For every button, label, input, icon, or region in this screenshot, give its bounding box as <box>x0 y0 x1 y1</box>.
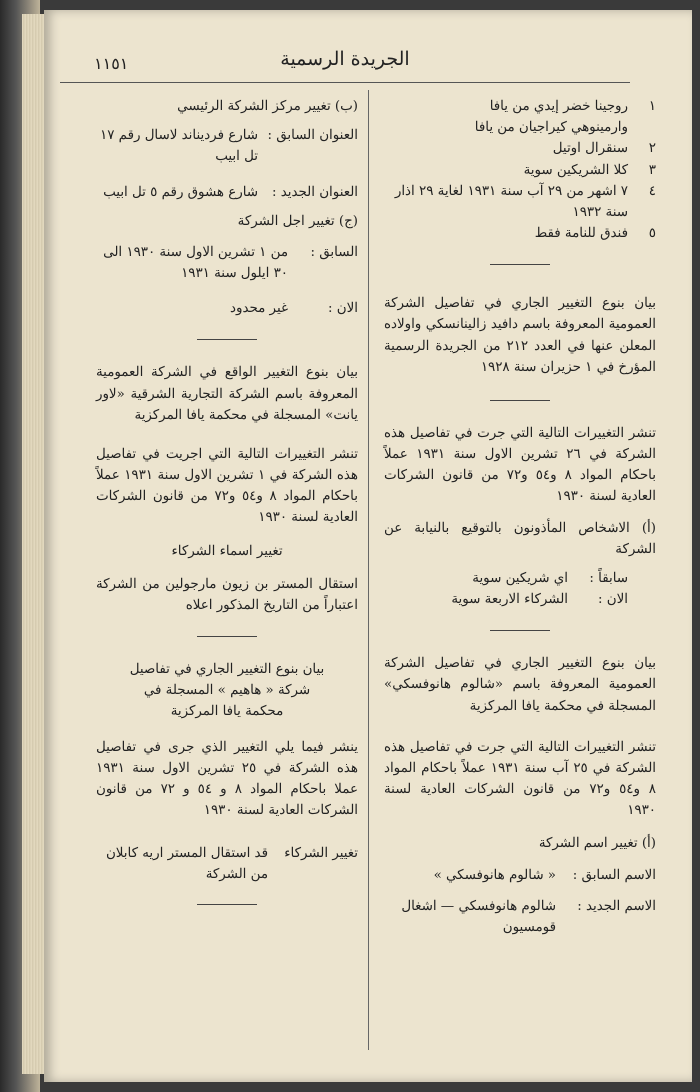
notice-body: تنشر التغييرات التالية التي جرت في تفاصيل هذه الشركة في ٢٥ آب سنة ١٩٣١ عملاً باحكام المواد ٨ و٥٤ و٧٢ من قانون الشركات العادية لسنة ١٩٣٠ <box>384 739 657 819</box>
separator-rule <box>490 630 550 631</box>
separator-rule <box>197 904 257 905</box>
field-value: من ١ تشرين الاول سنة ١٩٣٠ الى ٣٠ ايلول سنة ١٩٣١ <box>103 244 288 282</box>
notice-body: تنشر التغييرات التالية التي اجريت في تفاصيل هذه الشركة في ١ تشرين الاول سنة ١٩٣١ عملاً باحكام المواد ٨ و٥٤ و٧٢ من قانون الشركات العادية لسنة ١٩٣٠ <box>96 446 358 526</box>
left-column <box>96 96 358 905</box>
list-item <box>384 160 656 181</box>
section-heading: (ب) تغيير مركز الشركة الرئيسي <box>177 99 358 114</box>
field-row <box>384 568 656 589</box>
field-value: شارع هشوق رقم ٥ تل ابيب <box>103 184 258 200</box>
list-line: روجينا خضر إيدي من يافا <box>489 99 628 114</box>
right-column <box>384 96 656 938</box>
section-heading: تغيير اسماء الشركاء <box>171 543 283 559</box>
field-row <box>384 589 656 610</box>
list-item <box>384 181 656 223</box>
separator-rule <box>197 636 257 637</box>
field-label: العنوان الجديد : <box>271 184 358 200</box>
field-value: غير محدود <box>230 301 288 317</box>
field-label: تغيير الشركاء <box>284 846 358 862</box>
field-value: شارع فرديناند لاسال رقم ١٧ تل ابيب <box>100 128 258 165</box>
field-row <box>384 896 656 938</box>
section-heading: (ج) تغيير اجل الشركة <box>237 213 358 229</box>
list-line: وارمينوهي كيراجيان من يافا <box>474 120 628 136</box>
list-item <box>384 96 656 138</box>
gazette-title: الجريدة الرسمية <box>280 48 410 70</box>
list-line: كلا الشريكين سوية <box>523 162 628 178</box>
section-heading: (أ) الاشخاص المأذونون بالتوقيع بالنيابة عن الشركة <box>384 520 656 557</box>
notice-body: تنشر التغييرات التالية التي جرت في تفاصيل هذه الشركة في ٢٦ تشرين الاول سنة ١٩٣١ عملاً باحكام المواد ٨ و٥٤ و٧٢ من قانون الشركات العادية لسنة ١٩٣٠ <box>384 425 656 505</box>
list-number: ٤ <box>648 183 656 199</box>
notice-body: استقال المستر بن زيون مارجولين من الشركة اعتباراً من التاريخ المذكور اعلاه <box>96 576 358 613</box>
notice-body: ينشر فيما يلي التغيير الذي جرى في تفاصيل هذه الشركة في ٢٥ تشرين الاول سنة ١٩٣١ عملا باحكام المواد ٨ و ٥٤ و ٧٢ من قانون الشركات العادية لسنة ١٩٣٠ <box>96 739 359 819</box>
notice-heading: بيان بنوع التغيير الجاري في تفاصيل الشركة العمومية المعروفة باسم دافيد زالينانسكي واولاده المعلن عنها في العدد ٢١٢ من الجريدة الرسمية المؤرخ في ١ حزيران سنة ١٩٢٨ <box>384 296 656 375</box>
notice-heading: بيان بنوع التغيير الجاري في تفاصيل شركة « هاهيم » المسجلة في محكمة يافا المركزية <box>129 662 325 720</box>
section-heading: (أ) تغيير اسم الشركة <box>538 836 656 852</box>
list-item <box>384 138 656 159</box>
list-line: سنة ١٩٣٢ <box>572 204 628 220</box>
page-number: ١١٥١ <box>94 54 129 73</box>
list-line: فندق للنامة فقط <box>534 226 628 242</box>
field-value: « شالوم هانوفسكي » <box>433 867 556 883</box>
field-value: شالوم هانوفسكي — اشغال قومسيون <box>401 898 556 935</box>
field-label: العنوان السابق : <box>267 128 358 144</box>
numbered-list <box>384 96 656 244</box>
list-number: ٣ <box>648 162 656 178</box>
field-label: السابق : <box>310 244 358 260</box>
list-line: سنقرال اوتيل <box>552 141 628 157</box>
field-label: الاسم السابق : <box>572 867 656 883</box>
field-row <box>384 865 656 886</box>
field-row <box>96 298 358 319</box>
page-header <box>60 48 630 83</box>
separator-rule <box>490 400 550 401</box>
column-divider <box>368 90 369 1050</box>
separator-rule <box>490 264 550 265</box>
field-value: اي شريكين سوية <box>472 570 568 586</box>
list-item <box>384 223 656 244</box>
field-row <box>96 182 358 203</box>
field-value: الشركاء الاربعة سوية <box>451 592 568 608</box>
field-label: سابقاً : <box>589 570 628 586</box>
field-label: الاسم الجديد : <box>577 898 656 914</box>
field-row <box>96 843 358 885</box>
field-row <box>96 242 358 284</box>
field-row <box>96 125 358 167</box>
field-label: الان : <box>598 592 628 608</box>
field-label: الان : <box>328 301 358 317</box>
list-line: ٧ اشهر من ٢٩ آب سنة ١٩٣١ لغاية ٢٩ اذار <box>394 183 628 199</box>
list-number: ١ <box>648 99 656 114</box>
notice-heading: بيان بنوع التغيير الواقع في الشركة العمومية المعروفة باسم الشركة التجارية الشرقية «لاور يانت» المسجلة في محكمة يافا المركزية <box>96 365 358 423</box>
notice-heading: بيان بنوع التغيير الجاري في تفاصيل الشركة العمومية المعروفة باسم «شالوم هانوفسكي» المسجلة في محكمة يافا المركزية <box>384 656 656 714</box>
field-value: قد استقال المستر اريه كابلان من الشركة <box>105 846 268 883</box>
list-number: ٥ <box>648 226 656 242</box>
list-number: ٢ <box>648 141 656 157</box>
separator-rule <box>197 339 257 340</box>
